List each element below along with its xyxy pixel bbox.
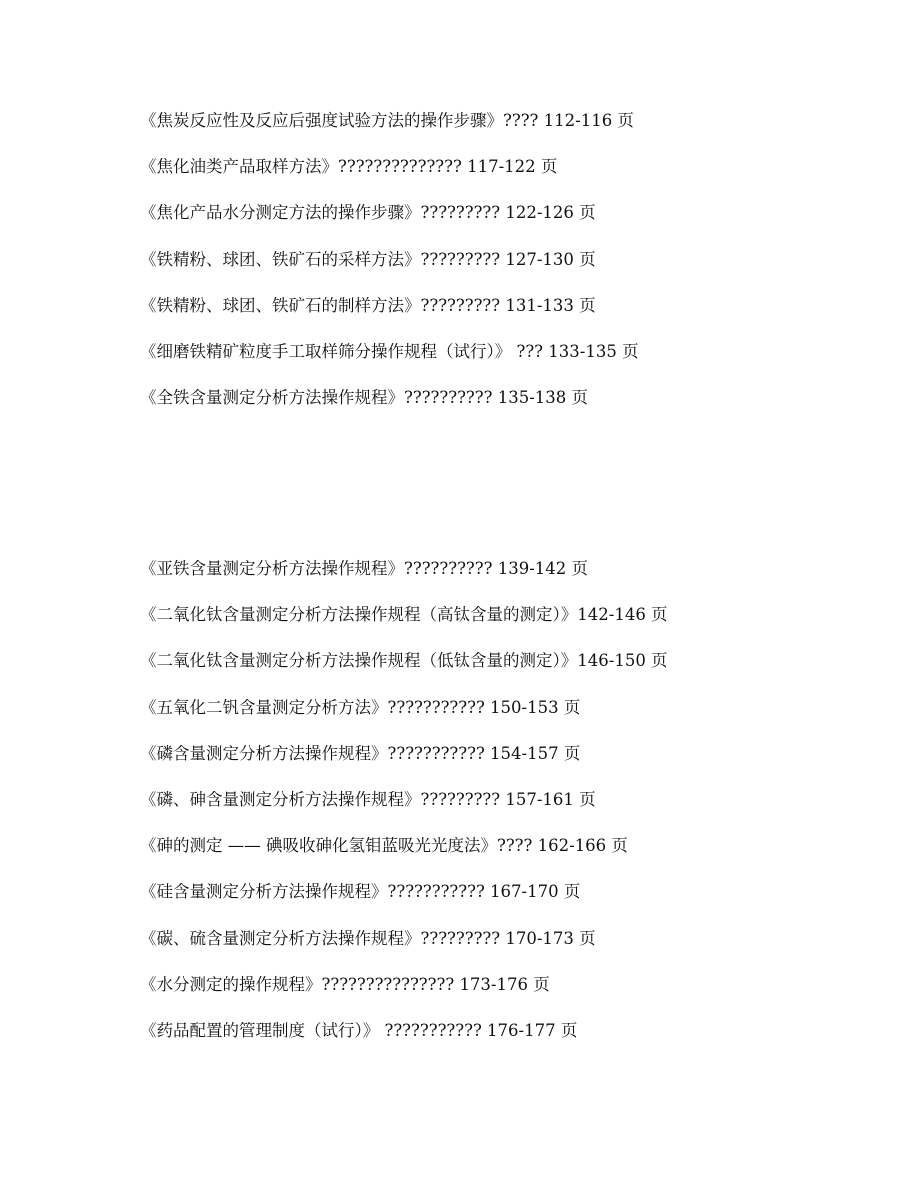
toc-entry <box>0 742 920 788</box>
toc-entry <box>0 155 920 201</box>
toc-section-1 <box>0 109 920 432</box>
toc-entry <box>0 386 920 432</box>
toc-entry-text: 《磷含量测定分析方法操作规程》??????????? 154-157 页 <box>140 743 581 763</box>
toc-entry <box>0 880 920 926</box>
toc-entry-text: 《铁精粉、球团、铁矿石的采样方法》????????? 127-130 页 <box>140 249 596 269</box>
toc-entry-text: 《铁精粉、球团、铁矿石的制样方法》????????? 131-133 页 <box>140 295 596 315</box>
toc-entry-text: 《亚铁含量测定分析方法操作规程》?????????? 139-142 页 <box>140 559 589 578</box>
toc-entry-text: 《焦化产品水分测定方法的操作步骤》????????? 122-126 页 <box>140 203 596 223</box>
toc-entry <box>0 557 920 603</box>
toc-entry <box>0 696 920 742</box>
toc-entry <box>0 109 920 155</box>
toc-entry-text: 《碳、硫含量测定分析方法操作规程》????????? 170-173 页 <box>140 928 596 948</box>
toc-entry <box>0 834 920 880</box>
toc-entry <box>0 973 920 1019</box>
toc-entry <box>0 788 920 834</box>
toc-entry-text: 《药品配置的管理制度（试行）》 ??????????? 176-177 页 <box>140 1020 578 1040</box>
toc-entry-text: 《五氧化二钒含量测定分析方法》??????????? 150-153 页 <box>140 697 581 717</box>
toc-entry-text: 《硅含量测定分析方法操作规程》??????????? 167-170 页 <box>140 882 581 902</box>
toc-entry <box>0 340 920 386</box>
toc-section-2 <box>0 557 920 1065</box>
toc-entry <box>0 649 920 695</box>
toc-entry-text: 《磷、砷含量测定分析方法操作规程》????????? 157-161 页 <box>140 789 596 809</box>
toc-entry-text: 《二氧化钛含量测定分析方法操作规程（高钛含量的测定）》142-146 页 <box>140 605 668 625</box>
toc-entry-text: 《全铁含量测定分析方法操作规程》?????????? 135-138 页 <box>140 388 589 408</box>
toc-entry-text: 《砷的测定 —— 碘吸收砷化氢钼蓝吸光光度法》???? 162-166 页 <box>140 836 628 856</box>
toc-entry <box>0 1019 920 1065</box>
toc-entry-text: 《二氧化钛含量测定分析方法操作规程（低钛含量的测定）》146-150 页 <box>140 651 668 671</box>
toc-entry <box>0 294 920 340</box>
toc-entry-text: 《焦炭反应性及反应后强度试验方法的操作步骤》???? 112-116 页 <box>140 111 634 130</box>
toc-entry-text: 《焦化油类产品取样方法》?????????????? 117-122 页 <box>140 157 558 177</box>
toc-entry <box>0 248 920 294</box>
toc-entry-text: 《细磨铁精矿粒度手工取样筛分操作规程（试行）》 ??? 133-135 页 <box>140 341 639 361</box>
toc-entry <box>0 201 920 247</box>
toc-entry <box>0 927 920 973</box>
toc-entry-text: 《水分测定的操作规程》??????????????? 173-176 页 <box>140 974 550 994</box>
toc-entry <box>0 603 920 649</box>
